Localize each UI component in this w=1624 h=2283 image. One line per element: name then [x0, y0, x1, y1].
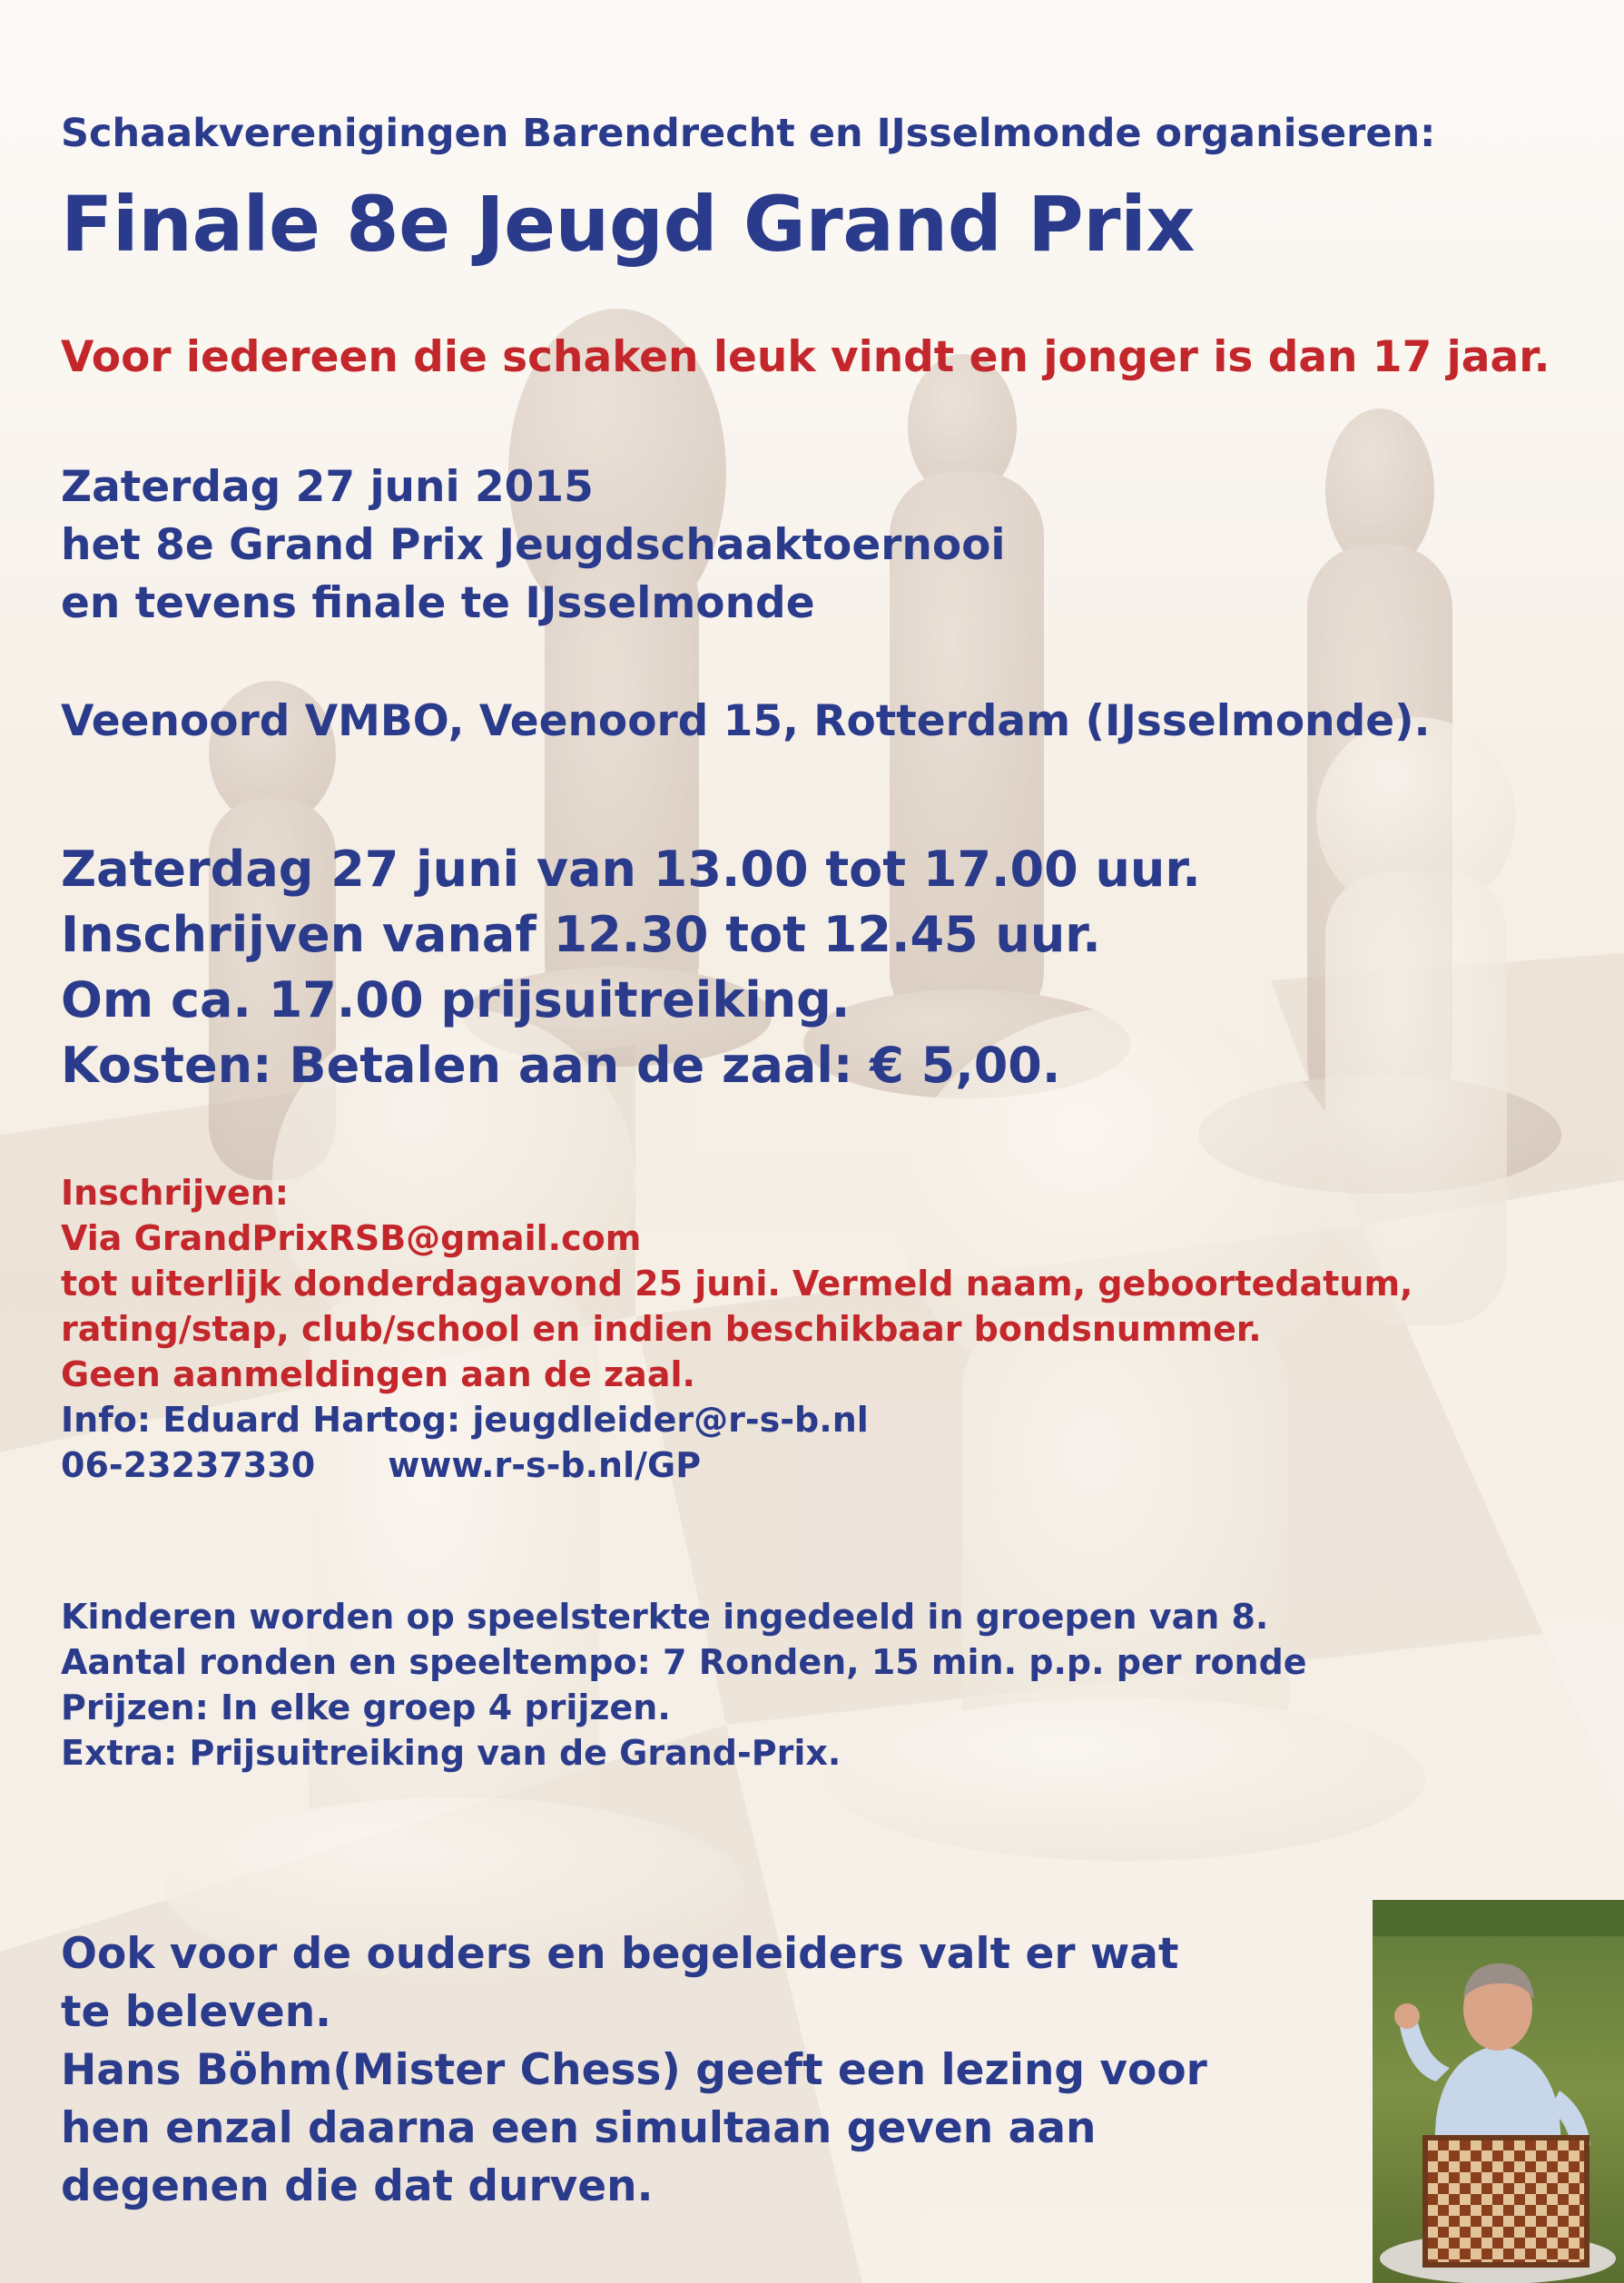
- parents-block: [61, 1925, 1207, 2216]
- registration-email-link[interactable]: Via GrandPrixRSB@gmail.com: [61, 1218, 642, 1258]
- website-link[interactable]: www.r-s-b.nl/GP: [388, 1445, 702, 1485]
- details-prizes: Prijzen: In elke groep 4 prijzen.: [61, 1688, 671, 1727]
- phone-number: 06-23237330: [61, 1445, 316, 1485]
- location-address: Veenoord VMBO, Veenoord 15, Rotterdam (IJsselmonde).: [61, 696, 1431, 746]
- registration-block: [61, 1170, 1412, 1488]
- parents-line-1: Ook voor de ouders en begeleiders valt er wat: [61, 1929, 1179, 1979]
- schedule-costs: [61, 1033, 1201, 1098]
- parents-line-4: hen enzal daarna een simultaan geven aan: [61, 2103, 1097, 2153]
- details-groups: Kinderen worden op speelsterkte ingedeeld in groepen van 8.: [61, 1597, 1269, 1637]
- registration-heading: Inschrijven:: [61, 1173, 289, 1213]
- euro-symbol: €: [870, 1037, 904, 1094]
- parents-line-2: te beleven.: [61, 1987, 332, 2037]
- info-contact[interactable]: Info: Eduard Hartog: jeugdleider@r-s-b.nl: [61, 1400, 869, 1440]
- contact-line: [61, 1442, 1412, 1488]
- intro-date: Zaterdag 27 juni 2015: [61, 462, 594, 512]
- details-extra: Extra: Prijsuitreiking van de Grand-Prix.: [61, 1733, 842, 1773]
- registration-note: Geen aanmeldingen aan de zaal.: [61, 1354, 695, 1394]
- schedule-registration: Inschrijven vanaf 12.30 tot 12.45 uur.: [61, 906, 1101, 963]
- schedule-block: [61, 837, 1201, 1098]
- parents-line-5: degenen die dat durven.: [61, 2161, 654, 2211]
- parents-line-3: Hans Böhm(Mister Chess) geeft een lezing voor: [61, 2045, 1207, 2095]
- schedule-time: Zaterdag 27 juni van 13.00 tot 17.00 uur.: [61, 841, 1201, 898]
- costs-amount: 5,00.: [920, 1037, 1061, 1094]
- registration-requirements: rating/stap, club/school en indien beschikbaar bondsnummer.: [61, 1309, 1262, 1349]
- intro-tournament: het 8e Grand Prix Jeugdschaaktoernooi: [61, 520, 1006, 570]
- location-block: [61, 696, 1430, 746]
- intro-block: [61, 458, 1006, 633]
- details-rounds: Aantal ronden en speeltempo: 7 Ronden, 15 min. p.p. per ronde: [61, 1642, 1307, 1682]
- details-block: [61, 1594, 1307, 1776]
- audience-subtitle: Voor iedereen die schaken leuk vindt en jonger is dan 17 jaar.: [61, 332, 1550, 382]
- costs-label: Kosten: Betalen aan de zaal:: [61, 1037, 853, 1094]
- organizer-line: Schaakverenigingen Barendrecht en IJsselmonde organiseren:: [61, 111, 1436, 156]
- registration-deadline: tot uiterlijk donderdagavond 25 juni. Vermeld naam, geboortedatum,: [61, 1264, 1413, 1304]
- page-title: Finale 8e Jeugd Grand Prix: [61, 180, 1196, 269]
- intro-final: en tevens finale te IJsselmonde: [61, 578, 815, 628]
- hans-bohm-photo: [1373, 1900, 1624, 2283]
- schedule-prizes: Om ca. 17.00 prijsuitreiking.: [61, 971, 851, 1028]
